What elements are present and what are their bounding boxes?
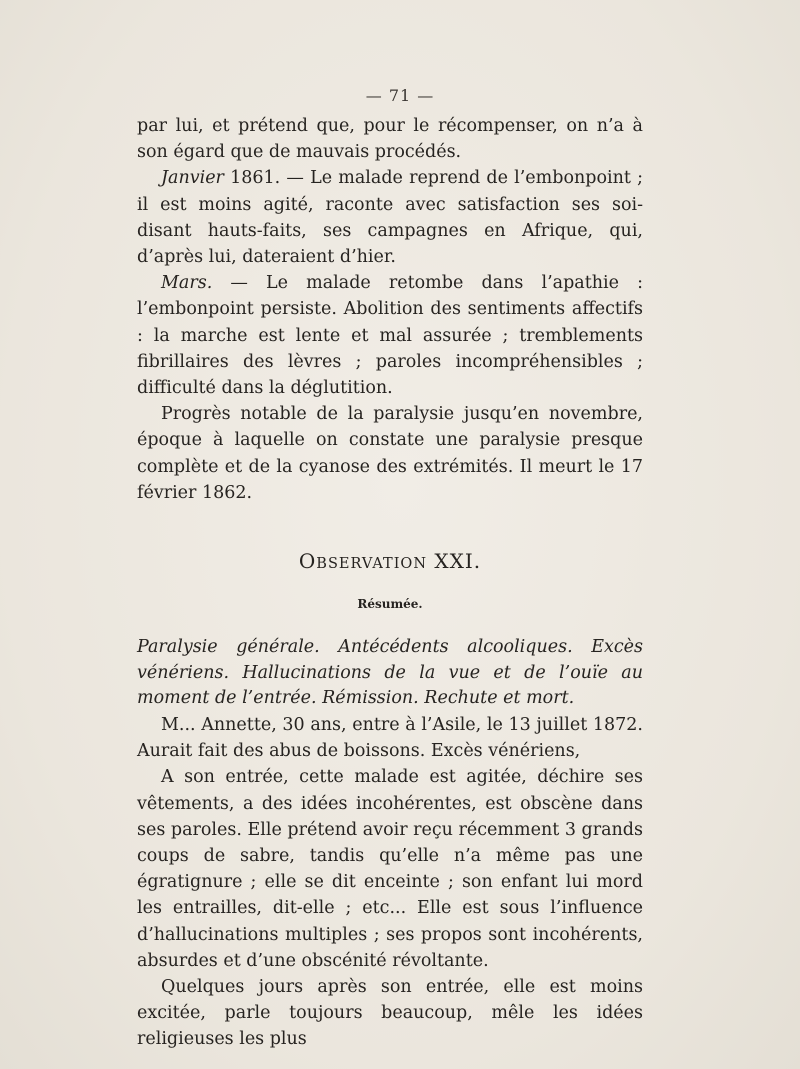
paragraph-mars xyxy=(137,270,643,401)
paragraph-text: — Le malade retombe dans l’apathie : l’embonpoint persiste. Abolition des sentiments affectifs : la marche est lente et mal assurée ; tremblements fibrillaires des lèvres ; paroles incompréhensibles ; difficulté dans la déglutition. xyxy=(137,273,643,399)
date-label: Mars. xyxy=(161,273,213,294)
page-number: — 71 — xyxy=(365,86,435,105)
paragraph: M... Annette, 30 ans, entre à l’Asile, le 13 juillet 1872. Aurait fait des abus de boissons. Excès vénériens, xyxy=(137,714,643,762)
paragraph: Progrès notable de la paralysie jusqu’en novembre, époque à laquelle on constate une paralysie presque complète et de la cyanose des extrémités. Il meurt le 17 février 1862. xyxy=(137,404,643,503)
case-summary: Paralysie générale. Antécédents alcooliques. Excès vénériens. Hallucinations de la vue et de l’ouïe au moment de l’entrée. Rémission. Rechute et mort. xyxy=(137,637,643,709)
date-label: Janvier xyxy=(161,168,224,189)
paragraph: Quelques jours après son entrée, elle est moins excitée, parle toujours beaucoup, mêle les idées religieuses les plus xyxy=(137,976,643,1050)
page-body xyxy=(137,113,643,1053)
paragraph-text: 1861. — Le malade reprend de l’embonpoint ; il est moins agité, raconte avec satisfaction ses soi-disant hauts-faits, ses campagnes en Afrique, qui, d’après lui, dateraient d’hier. xyxy=(137,168,643,268)
observation-heading: OBSERVATION XXI. xyxy=(298,549,482,574)
resume-label: Résumée. xyxy=(357,597,423,612)
paragraph: par lui, et prétend que, pour le récompenser, on n’a à son égard que de mauvais procédés. xyxy=(137,116,643,163)
paragraph: A son entrée, cette malade est agitée, déchire ses vêtements, a des idées incohérentes, est obscène dans ses paroles. Elle prétend avoir reçu récemment 3 grands coups de sabre, tandis qu’elle n’a même pas une égratignure ; elle se dit enceinte ; son enfant lui mord les entrailles, dit-elle ; etc... Elle est sous l’influence d’hallucinations multiples ; ses propos sont incohérents, absurdes et d’une obscénité révoltante. xyxy=(137,767,643,971)
paragraph-janvier xyxy=(137,165,643,270)
